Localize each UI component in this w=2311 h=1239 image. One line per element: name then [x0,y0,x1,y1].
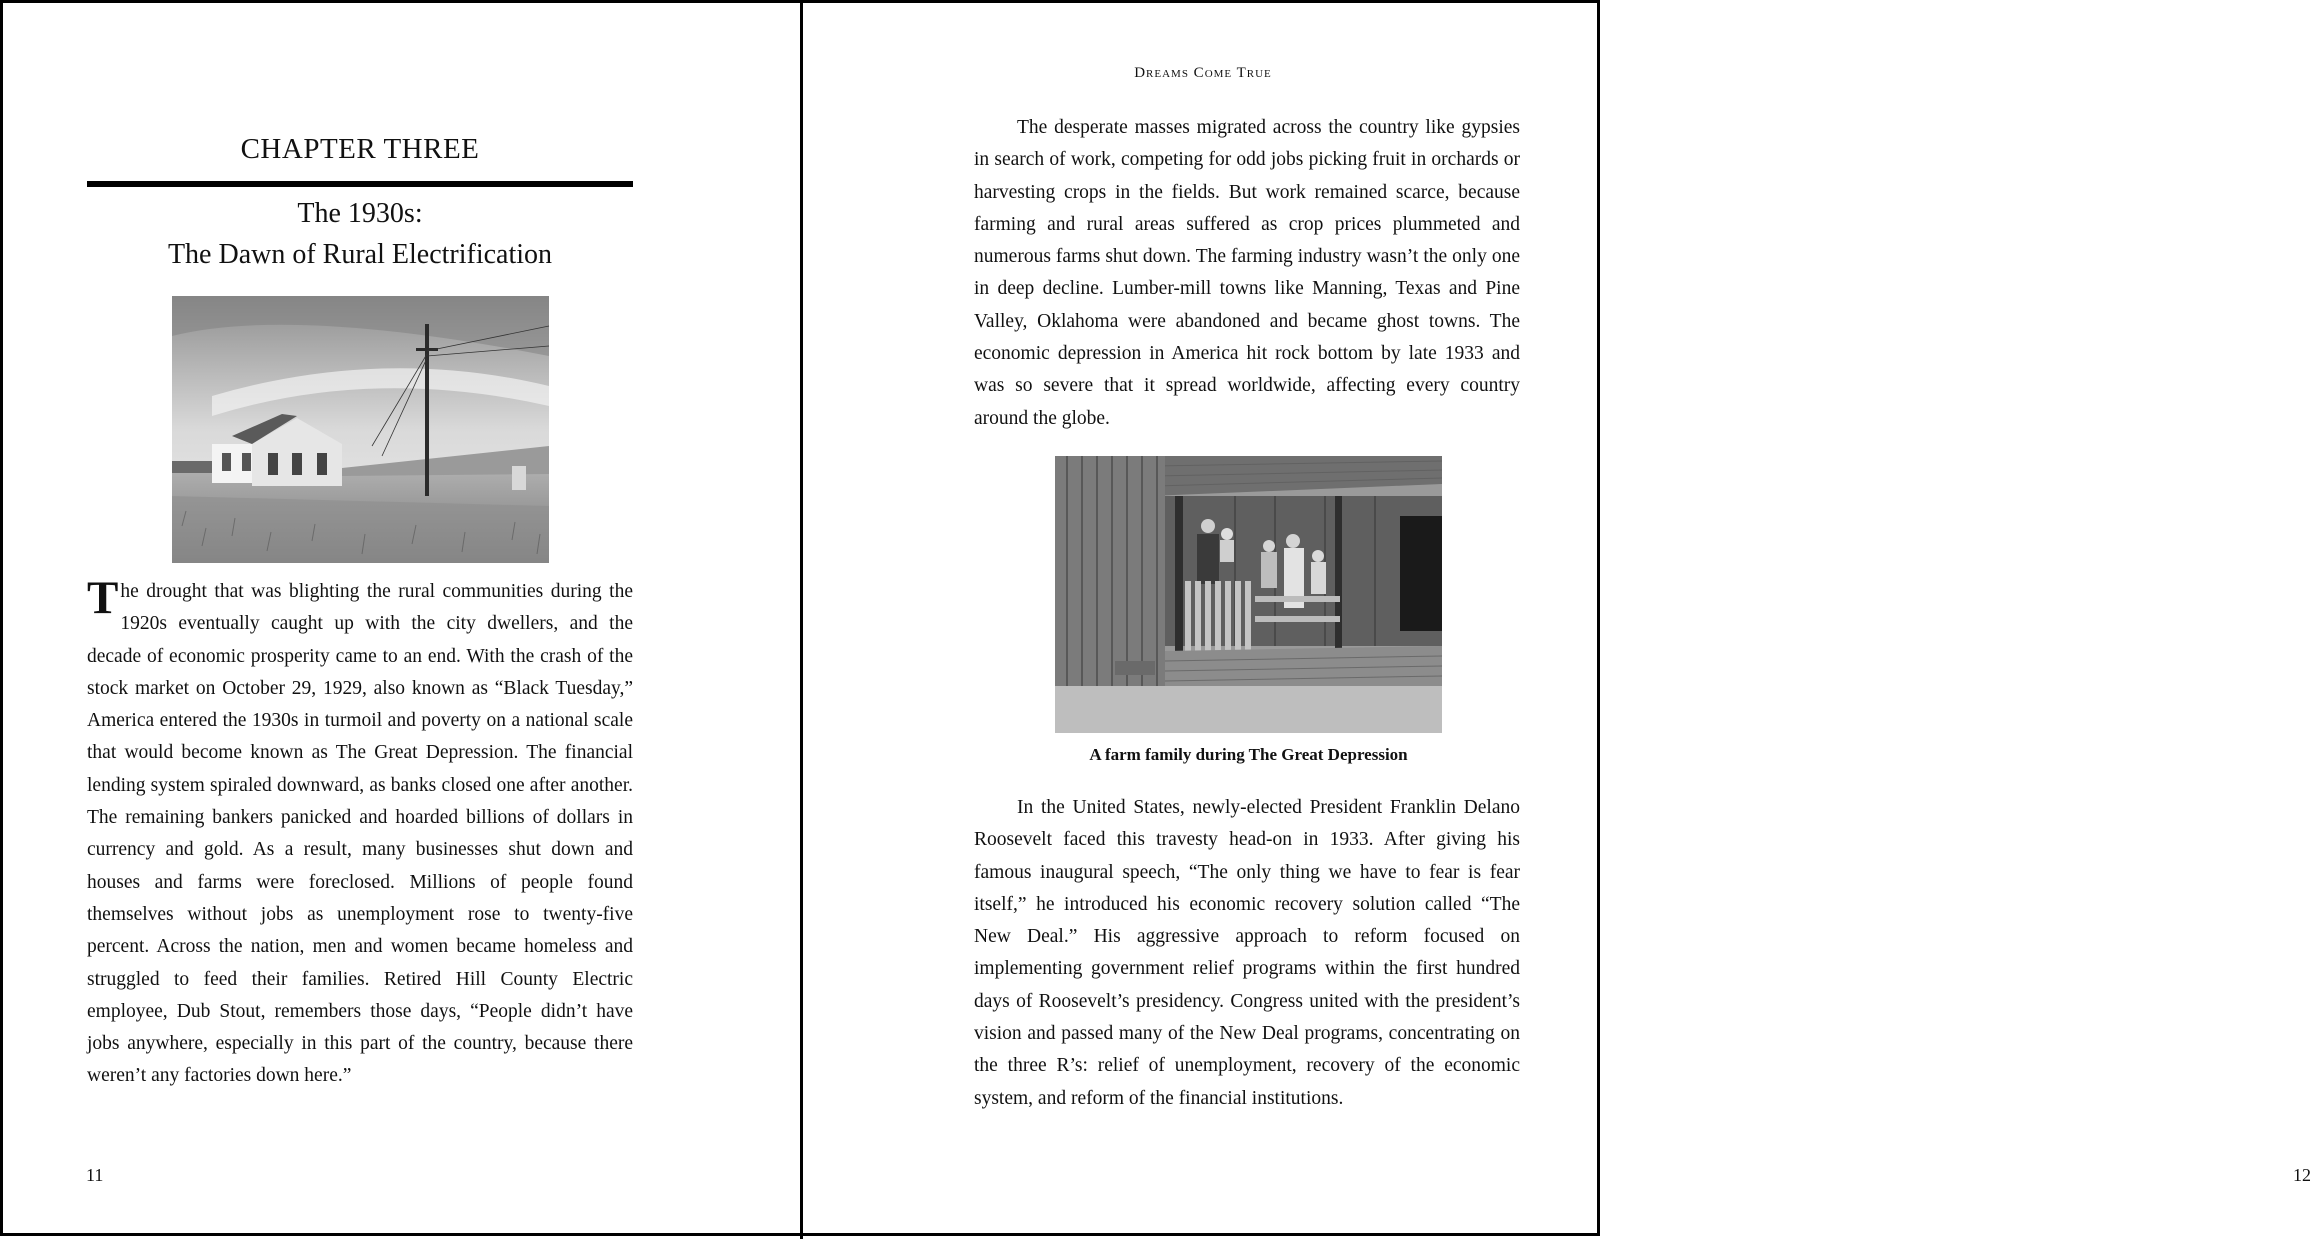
right-body-text-top [974,112,1520,435]
chapter-subtitle [87,193,633,275]
chapter-rule [87,181,633,187]
schoolhouse-photo [172,296,549,563]
farm-family-photo [1055,456,1442,733]
right-body-text-bottom [974,792,1520,1115]
chapter-subtitle-line-2: The Dawn of Rural Electrification [167,239,553,270]
left-page [3,3,800,1239]
running-head: Dreams Come True [1134,65,1272,81]
right-paragraph-2: In the United States, newly-elected President Franklin Delano Roosevelt faced this travesty head-on in 1933. After giving his famous inaugural speech, “The only thing we have to fear is fear itself,” he introduced his economic recovery solution called “The New Deal.” His aggressive approach to reform focused on implementing government relief programs within the first hundred days of Roosevelt’s presidency. Congress united with the president’s vision and passed many of the New Deal programs, concentrating on the three R’s: relief of unemployment, recovery of the economic system, and reform of the financial institutions. [974,797,1520,1109]
page-number-right: 12 [2293,1165,2311,1185]
right-paragraph-1: The desperate masses migrated across the country like gypsies in search of work, competing for odd jobs picking fruit in orchards or harvesting crops in the fields. But work remained scarce, because farming and rural areas suffered as crop prices plummeted and numerous farms shut down. The farming industry wasn’t the only one in deep decline. Lumber-mill towns like Manning, Texas and Pine Valley, Oklahoma were abandoned and became ghost towns. The economic depression in America hit rock bottom by late 1933 and was so severe that it spread worldwide, affecting every country around the globe. [974,117,1520,429]
chapter-subtitle-line-1: The 1930s: [297,198,423,229]
left-body-text [87,572,633,1093]
page-number-left: 11 [86,1165,104,1185]
drop-cap: T [87,572,119,624]
left-paragraph-text: he drought that was blighting the rural communities during the 1920s eventually caught up with the city dwellers, and the decade of economic prosperity came to an end. With the crash of the stock market on October 29, 1929, also known as “Black Tuesday,” America entered the 1930s in turmoil and poverty on a national scale that would become known as The Great Depression. The financial lending system spiraled downward, as banks closed one after another. The remaining bankers panicked and hoarded billions of dollars in currency and gold. As a result, many businesses shut down and houses and farms were foreclosed. Millions of people found themselves without jobs as unemployment rose to twenty-five percent. Across the nation, men and women became homeless and struggled to feed their families. Retired Hill County Electric employee, Dub Stout, remembers those days, “People didn’t have jobs anywhere, especially in this part of the country, because there weren’t any factories down here.” [87,581,633,1087]
photo-caption: A farm family during The Great Depression [1089,745,1408,764]
chapter-label: CHAPTER THREE [240,133,480,165]
left-paragraph [87,572,633,1093]
